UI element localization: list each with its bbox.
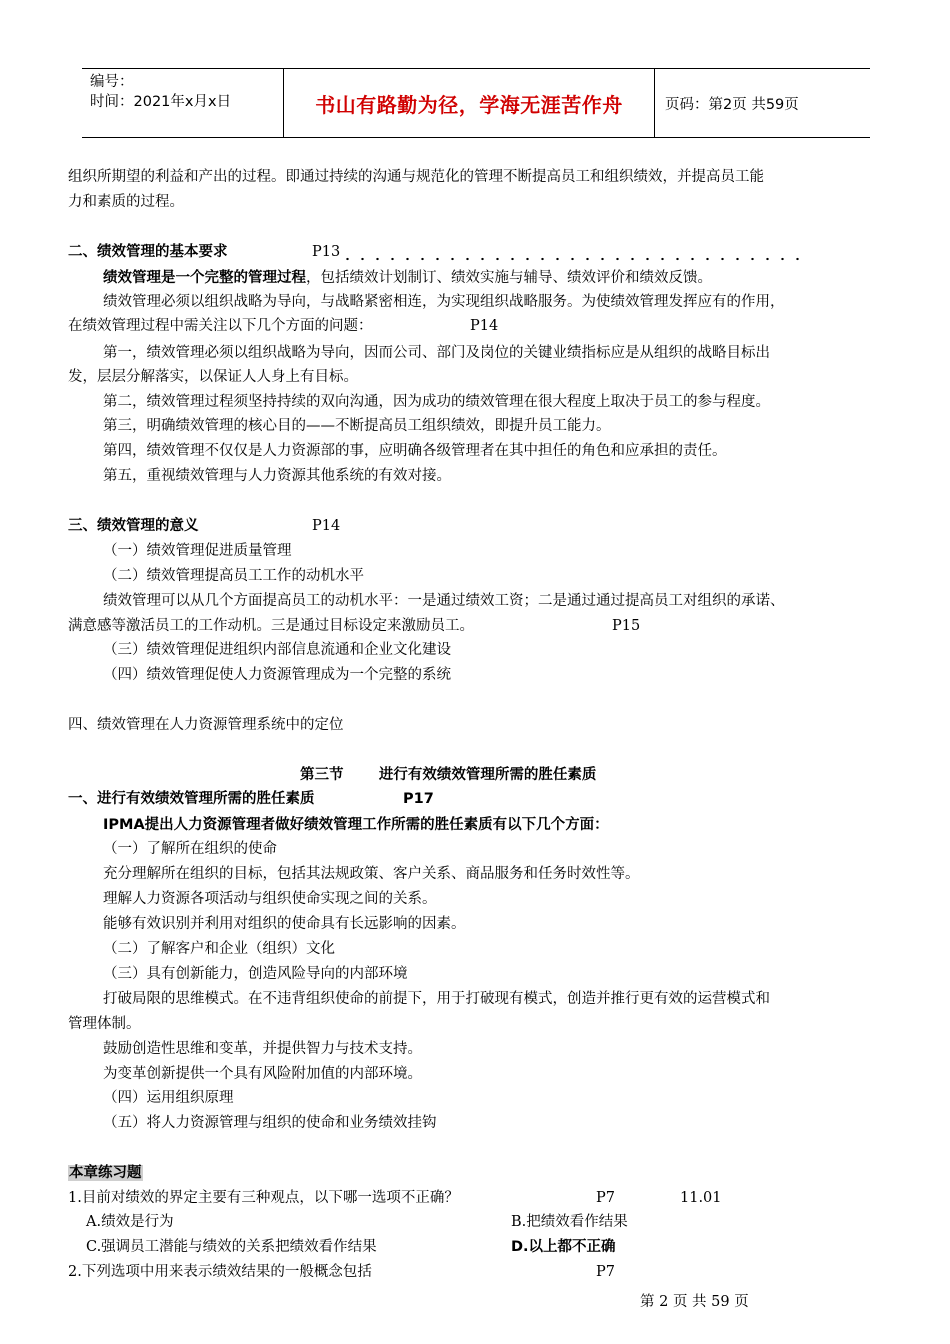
body-line: 充分理解所在组织的目标，包括其法规政策、客户关系、商品服务和任务时效性等。 (103, 866, 640, 882)
list-item: （一）了解所在组织的使命 (103, 841, 277, 857)
section-heading: 二、绩效管理的基本要求 (68, 244, 228, 260)
list-item: （四）绩效管理促使人力资源管理成为一个完整的系统 (103, 667, 451, 683)
body-line: 鼓励创造性思维和变革，并提供智力与技术支持。 (103, 1041, 422, 1057)
section-heading: 三、绩效管理的意义 (68, 518, 199, 534)
body-line: 在绩效管理过程中需关注以下几个方面的问题： (68, 318, 373, 334)
header-meta (82, 69, 284, 137)
header-motto: 书山有路勤为径，学海无涯苦作舟 (284, 69, 655, 137)
body-line: 为变革创新提供一个具有风险附加值的内部环境。 (103, 1066, 422, 1082)
body-text: ，包括绩效计划制订、绩效实施与辅导、绩效评价和绩效反馈。 (306, 270, 712, 286)
option-c: C.强调员工潜能与绩效的关系把绩效看作结果 (86, 1239, 377, 1255)
body-line: IPMA提出人力资源管理者做好绩效管理工作所需的胜任素质有以下几个方面： (103, 817, 609, 833)
list-item: （三）绩效管理促进组织内部信息流通和企业文化建设 (103, 642, 451, 658)
body-line: 组织所期望的利益和产出的过程。即通过持续的沟通与规范化的管理不断提高员工和组织绩效，并提高员工能 (68, 169, 764, 185)
body-line: 理解人力资源各项活动与组织使命实现之间的关系。 (103, 891, 437, 907)
page-ref: P15 (612, 618, 641, 634)
body-line: 打破局限的思维模式。在不违背组织使命的前提下，用于打破现有模式，创造并推行更有效的运营模式和 (103, 991, 770, 1007)
page-ref: P7 (596, 1190, 615, 1206)
list-item: （五）将人力资源管理与组织的使命和业务绩效挂钩 (103, 1115, 437, 1131)
page-ref: P7 (596, 1264, 615, 1280)
emphasis-dots (340, 256, 800, 262)
page-ref: P17 (403, 791, 434, 807)
page-ref: P14 (470, 318, 499, 334)
body-line: 力和素质的过程。 (68, 194, 184, 210)
serial-label: 编号： (90, 74, 134, 90)
bold-lead: 绩效管理是一个完整的管理过程 (103, 270, 306, 286)
body-line: 绩效管理可以从几个方面提高员工的动机水平：一是通过绩效工资；二是通过通过提高员工对组织的承诺、 (103, 593, 785, 609)
page-header (82, 68, 870, 138)
chapter-section-title: 第三节 进行有效绩效管理所需的胜任素质 (300, 767, 597, 783)
body-line: 第二，绩效管理过程须坚持持续的双向沟通，因为成功的绩效管理在很大程度上取决于员工的参与程度。 (103, 394, 770, 410)
list-item: （二）了解客户和企业（组织）文化 (103, 941, 335, 957)
exercise-heading-text: 本章练习题 (69, 1165, 142, 1181)
list-item: （一）绩效管理促进质量管理 (103, 543, 292, 559)
body-line (103, 268, 712, 288)
body-line: 第五，重视绩效管理与人力资源其他系统的有效对接。 (103, 468, 451, 484)
body-line: 能够有效识别并利用对组织的使命具有长远影响的因素。 (103, 916, 466, 932)
body-line: 第三，明确绩效管理的核心目的——不断提高员工组织绩效，即提升员工能力。 (103, 418, 611, 434)
option-a: A.绩效是行为 (86, 1214, 174, 1230)
page-ref: P14 (312, 518, 341, 534)
body-line: 满意感等激活员工的工作动机。三是通过目标设定来激励员工。 (68, 618, 474, 634)
page-ref: P13 (312, 244, 341, 260)
exercise-heading (68, 1163, 143, 1183)
question: 1.目前对绩效的界定主要有三种观点，以下哪一选项不正确？ (68, 1190, 459, 1206)
question: 2.下列选项中用来表示绩效结果的一般概念包括 (68, 1264, 372, 1280)
list-item: （四）运用组织原理 (103, 1090, 234, 1106)
body-line: 发，层层分解落实，以保证人人身上有目标。 (68, 369, 358, 385)
list-item: （二）绩效管理提高员工工作的动机水平 (103, 568, 364, 584)
body-line: 第一，绩效管理必须以组织战略为导向，因而公司、部门及岗位的关键业绩指标应是从组织的战略目标出 (103, 345, 770, 361)
list-item: （三）具有创新能力，创造风险导向的内部环境 (103, 966, 408, 982)
body-line: 管理体制。 (68, 1016, 141, 1032)
page-footer: 第 2 页 共 59 页 (640, 1294, 749, 1310)
body-line: 绩效管理必须以组织战略为导向，与战略紧密相连，为实现组织战略服务。为使绩效管理发挥应有的作用， (103, 294, 785, 310)
section-heading: 四、绩效管理在人力资源管理系统中的定位 (68, 717, 344, 733)
date-label: 时间：2021年x月x日 (90, 94, 232, 110)
section-heading: 一、进行有效绩效管理所需的胜任素质 (68, 791, 315, 807)
option-b: B.把绩效看作结果 (511, 1214, 628, 1230)
header-page-label: 页码：第2页 共59页 (665, 96, 799, 113)
body-line: 第四，绩效管理不仅仅是人力资源部的事，应明确各级管理者在其中担任的角色和应承担的责任。 (103, 443, 727, 459)
option-d: D.以上都不正确 (511, 1239, 616, 1255)
question-year: 11.01 (680, 1190, 722, 1206)
